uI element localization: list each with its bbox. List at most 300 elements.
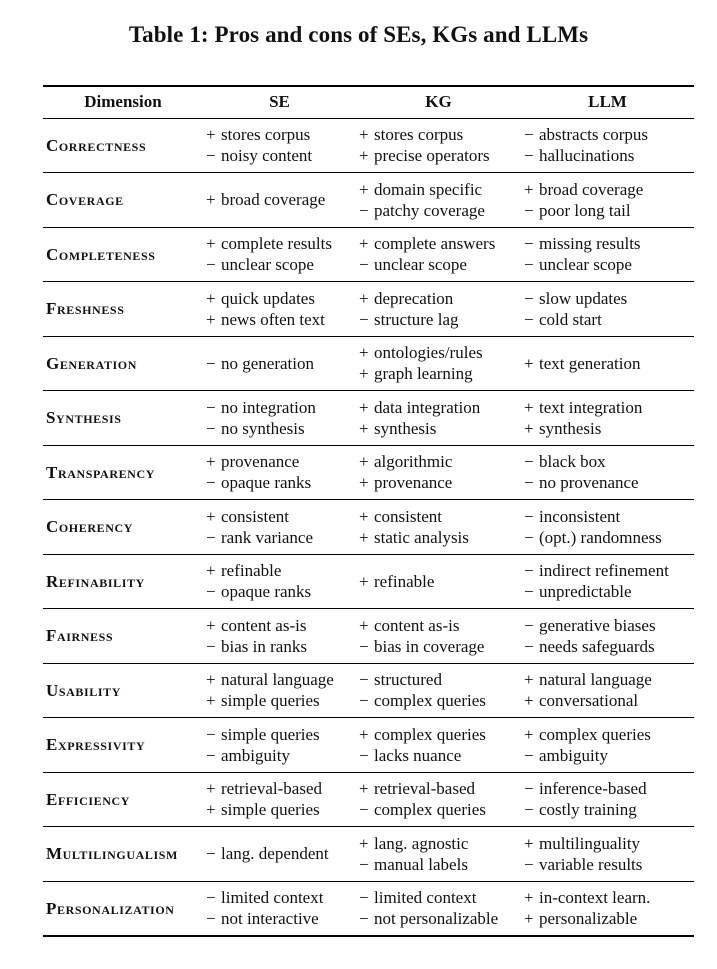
cell-text: retrieval-based	[374, 779, 475, 799]
sign-marker: +	[359, 571, 369, 591]
sign-marker: +	[524, 397, 534, 417]
dimension-cell: Refinability	[43, 554, 203, 609]
sign-marker: −	[359, 854, 369, 874]
sign-marker: +	[359, 452, 369, 472]
cell-line	[359, 179, 521, 200]
cell-text: complex queries	[374, 724, 486, 744]
cell-text: slow updates	[539, 288, 628, 308]
sign-marker: −	[206, 582, 216, 602]
se-cell	[203, 554, 356, 609]
sign-marker: +	[359, 418, 369, 438]
cell-text: text integration	[539, 397, 643, 417]
cell-text: unclear scope	[221, 255, 314, 275]
kg-cell	[356, 336, 521, 391]
cell-text: conversational	[539, 691, 639, 711]
sign-marker: +	[359, 343, 369, 363]
cell-text: content as-is	[221, 615, 307, 635]
se-cell	[203, 445, 356, 500]
cell-text: consistent	[374, 506, 442, 526]
cell-text: opaque ranks	[221, 582, 312, 602]
sign-marker: +	[359, 833, 369, 853]
cell-line	[206, 418, 356, 439]
cell-line	[206, 615, 356, 636]
cell-text: algorithmic	[374, 452, 453, 472]
cell-text: complex queries	[374, 800, 486, 820]
sign-marker: +	[206, 691, 216, 711]
cell-line	[206, 254, 356, 275]
table-row	[43, 282, 694, 337]
table-row	[43, 772, 694, 827]
cell-line	[206, 669, 356, 690]
cell-line	[524, 397, 694, 418]
cell-line	[359, 669, 521, 690]
cell-line	[359, 254, 521, 275]
sign-marker: +	[359, 473, 369, 493]
sign-marker: −	[524, 288, 534, 308]
sign-marker: −	[524, 779, 534, 799]
sign-marker: +	[524, 670, 534, 690]
cell-line	[524, 690, 694, 711]
cell-text: rank variance	[221, 527, 314, 547]
cell-text: limited context	[374, 888, 477, 907]
cell-text: provenance	[221, 452, 300, 472]
kg-cell	[356, 282, 521, 337]
dimension-cell: Fairness	[43, 609, 203, 664]
table-body	[43, 118, 694, 936]
cell-line	[359, 799, 521, 820]
cell-text: refinable	[221, 561, 282, 581]
cell-text: needs safeguards	[539, 636, 655, 656]
kg-cell	[356, 609, 521, 664]
sign-marker: −	[524, 745, 534, 765]
sign-marker: −	[359, 200, 369, 220]
sign-marker: +	[359, 527, 369, 547]
cell-text: complete answers	[374, 234, 496, 254]
se-cell	[203, 663, 356, 718]
sign-marker: −	[524, 473, 534, 493]
cell-line	[524, 451, 694, 472]
cell-line	[524, 799, 694, 820]
table-title: Table 1: Pros and cons of SEs, KGs and LLMs	[128, 22, 589, 47]
table-row	[43, 227, 694, 282]
cell-text: limited context	[221, 888, 324, 907]
cell-line	[359, 124, 521, 145]
llm-cell	[521, 391, 694, 446]
sign-marker: +	[206, 190, 216, 210]
cell-text: text generation	[539, 353, 641, 373]
table-row	[43, 827, 694, 882]
llm-cell	[521, 827, 694, 882]
dimension-cell: Transparency	[43, 445, 203, 500]
cell-line	[206, 189, 356, 210]
cell-line	[206, 908, 356, 929]
sign-marker: +	[206, 234, 216, 254]
cell-line	[359, 309, 521, 330]
cell-line	[524, 778, 694, 799]
cell-line	[206, 887, 356, 908]
cell-line	[359, 571, 521, 592]
cell-line	[359, 745, 521, 766]
cell-text: news often text	[221, 309, 325, 329]
cell-text: noisy content	[221, 146, 313, 166]
kg-cell	[356, 391, 521, 446]
cell-text: quick updates	[221, 288, 315, 308]
header-row	[43, 86, 694, 118]
sign-marker: +	[359, 364, 369, 384]
cell-line	[524, 724, 694, 745]
dimension-cell: Completeness	[43, 227, 203, 282]
cell-line	[524, 833, 694, 854]
sign-marker: +	[359, 724, 369, 744]
sign-marker: +	[359, 779, 369, 799]
cell-text: unclear scope	[539, 255, 632, 275]
cell-text: ontologies/rules	[374, 343, 483, 363]
dimension-cell: Personalization	[43, 881, 203, 936]
sign-marker: +	[359, 179, 369, 199]
sign-marker: −	[359, 636, 369, 656]
cell-line	[524, 615, 694, 636]
sign-marker: −	[524, 582, 534, 602]
cell-text: data integration	[374, 397, 481, 417]
cell-text: provenance	[374, 473, 453, 493]
sign-marker: +	[524, 909, 534, 928]
cell-line	[206, 745, 356, 766]
cell-text: structured	[374, 670, 442, 690]
sign-marker: +	[524, 691, 534, 711]
header-llm: LLM	[521, 86, 694, 118]
cell-line	[206, 581, 356, 602]
cell-line	[524, 200, 694, 221]
sign-marker: +	[359, 125, 369, 145]
cell-text: simple queries	[221, 691, 320, 711]
cell-line	[359, 690, 521, 711]
cell-text: not interactive	[221, 909, 319, 928]
se-cell	[203, 827, 356, 882]
llm-cell	[521, 718, 694, 773]
cell-line	[206, 843, 356, 864]
cell-text: complete results	[221, 234, 332, 254]
cell-line	[524, 418, 694, 439]
cell-line	[206, 309, 356, 330]
sign-marker: +	[206, 615, 216, 635]
sign-marker: −	[524, 561, 534, 581]
cell-line	[206, 472, 356, 493]
sign-marker: +	[524, 418, 534, 438]
cell-text: natural language	[221, 670, 334, 690]
cell-text: natural language	[539, 670, 652, 690]
cell-line	[524, 745, 694, 766]
sign-marker: −	[206, 888, 216, 907]
sign-marker: +	[524, 833, 534, 853]
sign-marker: +	[524, 353, 534, 373]
se-cell	[203, 336, 356, 391]
cell-text: poor long tail	[539, 200, 631, 220]
cell-text: unclear scope	[374, 255, 467, 275]
kg-cell	[356, 663, 521, 718]
sign-marker: −	[206, 636, 216, 656]
cell-line	[359, 908, 521, 929]
cell-line	[359, 288, 521, 309]
cell-line	[206, 233, 356, 254]
sign-marker: −	[524, 854, 534, 874]
sign-marker: −	[524, 146, 534, 166]
cell-text: deprecation	[374, 288, 454, 308]
se-cell	[203, 772, 356, 827]
cell-text: complex queries	[374, 691, 486, 711]
cell-line	[359, 615, 521, 636]
cell-text: lacks nuance	[374, 745, 462, 765]
cell-line	[524, 506, 694, 527]
kg-cell	[356, 173, 521, 228]
cell-text: opaque ranks	[221, 473, 312, 493]
cell-text: consistent	[221, 506, 289, 526]
table-row	[43, 881, 694, 936]
sign-marker: +	[206, 506, 216, 526]
sign-marker: −	[206, 397, 216, 417]
dimension-cell: Coverage	[43, 173, 203, 228]
sign-marker: +	[524, 179, 534, 199]
cell-text: ambiguity	[539, 745, 608, 765]
table-row	[43, 554, 694, 609]
sign-marker: −	[206, 418, 216, 438]
cell-text: lang. agnostic	[374, 833, 469, 853]
cell-line	[206, 397, 356, 418]
sign-marker: +	[524, 724, 534, 744]
llm-cell	[521, 227, 694, 282]
sign-marker: +	[359, 288, 369, 308]
cell-line	[359, 527, 521, 548]
cell-line	[524, 669, 694, 690]
sign-marker: +	[206, 800, 216, 820]
cell-line	[206, 778, 356, 799]
cell-line	[359, 363, 521, 384]
cell-line	[206, 353, 356, 374]
cell-text: lang. dependent	[221, 844, 329, 864]
cell-line	[524, 309, 694, 330]
cell-text: multilinguality	[539, 833, 641, 853]
se-cell	[203, 391, 356, 446]
kg-cell	[356, 445, 521, 500]
sign-marker: −	[206, 745, 216, 765]
cell-line	[206, 124, 356, 145]
cell-line	[206, 451, 356, 472]
llm-cell	[521, 609, 694, 664]
cell-line	[359, 854, 521, 875]
cell-text: black box	[539, 452, 606, 472]
sign-marker: +	[206, 670, 216, 690]
kg-cell	[356, 772, 521, 827]
kg-cell	[356, 227, 521, 282]
cell-text: broad coverage	[539, 179, 644, 199]
table-row	[43, 391, 694, 446]
sign-marker: −	[206, 146, 216, 166]
cell-text: ambiguity	[221, 745, 290, 765]
sign-marker: +	[359, 615, 369, 635]
llm-cell	[521, 282, 694, 337]
cell-text: synthesis	[374, 418, 437, 438]
sign-marker: −	[206, 527, 216, 547]
comparison-table	[43, 85, 694, 937]
cell-text: precise operators	[374, 146, 490, 166]
sign-marker: −	[206, 255, 216, 275]
cell-text: structure lag	[374, 309, 459, 329]
cell-line	[359, 833, 521, 854]
cell-text: broad coverage	[221, 190, 326, 210]
cell-text: synthesis	[539, 418, 602, 438]
dimension-cell: Multilingualism	[43, 827, 203, 882]
se-cell	[203, 881, 356, 936]
dimension-cell: Expressivity	[43, 718, 203, 773]
sign-marker: −	[206, 353, 216, 373]
se-cell	[203, 500, 356, 555]
sign-marker: −	[524, 527, 534, 547]
sign-marker: −	[359, 670, 369, 690]
sign-marker: +	[206, 288, 216, 308]
cell-line	[524, 288, 694, 309]
sign-marker: −	[524, 506, 534, 526]
cell-line	[359, 145, 521, 166]
sign-marker: +	[206, 779, 216, 799]
table-row	[43, 445, 694, 500]
cell-text: bias in ranks	[221, 636, 307, 656]
cell-line	[359, 342, 521, 363]
llm-cell	[521, 445, 694, 500]
sign-marker: −	[524, 636, 534, 656]
se-cell	[203, 609, 356, 664]
cell-text: graph learning	[374, 364, 473, 384]
sign-marker: −	[206, 909, 216, 928]
cell-line	[359, 506, 521, 527]
cell-line	[206, 145, 356, 166]
cell-text: costly training	[539, 800, 637, 820]
se-cell	[203, 227, 356, 282]
cell-line	[524, 254, 694, 275]
kg-cell	[356, 718, 521, 773]
table-row	[43, 663, 694, 718]
cell-line	[206, 527, 356, 548]
cell-text: static analysis	[374, 527, 469, 547]
kg-cell	[356, 554, 521, 609]
sign-marker: +	[359, 506, 369, 526]
sign-marker: +	[206, 309, 216, 329]
sign-marker: +	[524, 888, 534, 907]
cell-text: manual labels	[374, 854, 468, 874]
sign-marker: −	[524, 309, 534, 329]
sign-marker: +	[206, 452, 216, 472]
cell-text: patchy coverage	[374, 200, 485, 220]
cell-line	[359, 418, 521, 439]
kg-cell	[356, 118, 521, 173]
dimension-cell: Coherency	[43, 500, 203, 555]
cell-text: generative biases	[539, 615, 656, 635]
llm-cell	[521, 118, 694, 173]
cell-line	[359, 778, 521, 799]
llm-cell	[521, 772, 694, 827]
cell-text: inference-based	[539, 779, 647, 799]
cell-text: not personalizable	[374, 909, 499, 928]
cell-text: bias in coverage	[374, 636, 485, 656]
table-row	[43, 173, 694, 228]
cell-line	[524, 854, 694, 875]
table-row	[43, 500, 694, 555]
cell-text: hallucinations	[539, 146, 635, 166]
sign-marker: −	[359, 888, 369, 907]
cell-line	[524, 472, 694, 493]
cell-text: unpredictable	[539, 582, 632, 602]
se-cell	[203, 282, 356, 337]
cell-text: personalizable	[539, 909, 638, 928]
sign-marker: +	[206, 125, 216, 145]
cell-line	[524, 145, 694, 166]
cell-text: missing results	[539, 234, 641, 254]
cell-text: domain specific	[374, 179, 483, 199]
table-row	[43, 118, 694, 173]
sign-marker: −	[359, 691, 369, 711]
sign-marker: −	[524, 255, 534, 275]
cell-line	[206, 288, 356, 309]
sign-marker: −	[206, 473, 216, 493]
cell-line	[359, 636, 521, 657]
sign-marker: +	[359, 146, 369, 166]
sign-marker: −	[359, 909, 369, 928]
llm-cell	[521, 663, 694, 718]
sign-marker: +	[359, 397, 369, 417]
llm-cell	[521, 554, 694, 609]
kg-cell	[356, 881, 521, 936]
cell-line	[206, 560, 356, 581]
sign-marker: +	[206, 561, 216, 581]
se-cell	[203, 118, 356, 173]
cell-line	[524, 908, 694, 929]
cell-line	[524, 527, 694, 548]
cell-line	[524, 124, 694, 145]
sign-marker: −	[524, 452, 534, 472]
cell-line	[524, 560, 694, 581]
cell-text: cold start	[539, 309, 602, 329]
kg-cell	[356, 500, 521, 555]
llm-cell	[521, 336, 694, 391]
dimension-cell: Correctness	[43, 118, 203, 173]
dimension-cell: Efficiency	[43, 772, 203, 827]
table-row	[43, 609, 694, 664]
header-dimension: Dimension	[43, 86, 203, 118]
dimension-cell: Synthesis	[43, 391, 203, 446]
sign-marker: −	[359, 309, 369, 329]
cell-line	[524, 353, 694, 374]
cell-line	[524, 887, 694, 908]
cell-line	[359, 472, 521, 493]
sign-marker: −	[524, 234, 534, 254]
se-cell	[203, 718, 356, 773]
dimension-cell: Generation	[43, 336, 203, 391]
sign-marker: −	[206, 724, 216, 744]
cell-text: stores corpus	[374, 125, 464, 145]
llm-cell	[521, 881, 694, 936]
llm-cell	[521, 173, 694, 228]
cell-text: variable results	[539, 854, 643, 874]
cell-line	[524, 233, 694, 254]
cell-text: content as-is	[374, 615, 460, 635]
cell-line	[524, 179, 694, 200]
sign-marker: −	[524, 125, 534, 145]
cell-text: stores corpus	[221, 125, 311, 145]
cell-line	[359, 233, 521, 254]
cell-line	[524, 636, 694, 657]
cell-line	[359, 397, 521, 418]
cell-text: in-context learn.	[539, 888, 651, 907]
llm-cell	[521, 500, 694, 555]
cell-line	[206, 690, 356, 711]
